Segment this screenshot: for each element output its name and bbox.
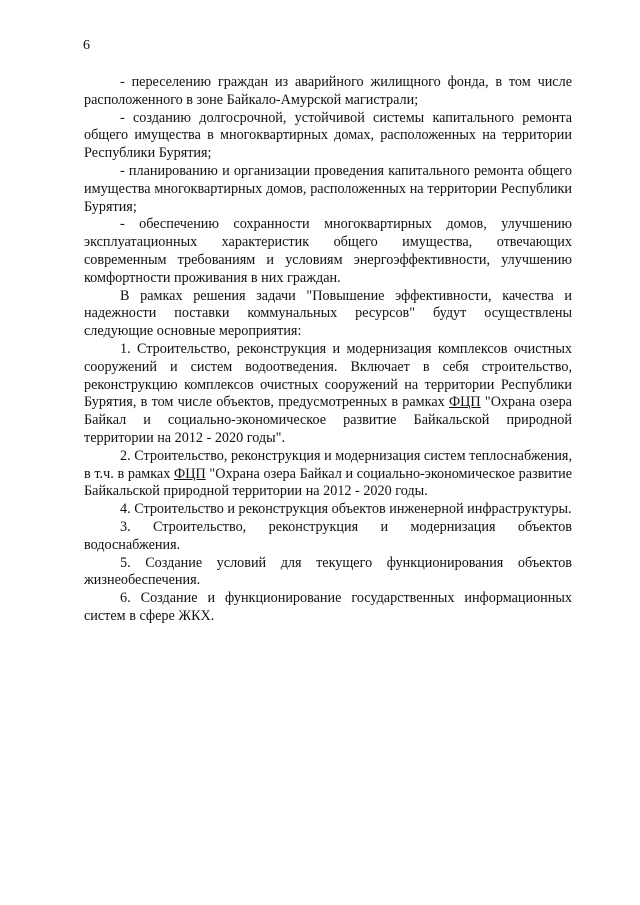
page-number: 6 — [83, 38, 90, 53]
fcp-link[interactable]: ФЦП — [174, 465, 206, 482]
paragraph-item-4-infrastructure: 4. Строительство и реконструкция объектов инженерной инфраструктуры. — [120, 501, 572, 518]
item-2-text-before: 2. Строительство, реконструкция и модернизация систем теплоснабжения, в т.ч. в рамках — [84, 447, 572, 482]
paragraph-item-2-heat — [84, 448, 572, 501]
document-body — [84, 74, 572, 626]
item-2-text-after: "Охрана озера Байкал и социально-экономическое развитие Байкальской природной территории на 2012 - 2020 годы. — [84, 465, 572, 500]
item-1-text-after: "Охрана озера Байкал и социально-экономическое развитие Байкальской природной территории на 2012 - 2020 годы". — [84, 394, 572, 446]
paragraph-housing-preservation: - обеспечению сохранности многоквартирных домов, улучшению эксплуатационных характеристик общего имущества, отвечающих современным требованиям и условиям энергоэффективности, улучшению комфортности проживания в них граждан. — [84, 216, 572, 286]
fcp-link[interactable]: ФЦП — [448, 394, 481, 411]
paragraph-item-6-info-systems: 6. Создание и функционирование государственных информационных систем в сфере ЖКХ. — [84, 590, 572, 624]
paragraph-capital-repair-system: - созданию долгосрочной, устойчивой системы капитального ремонта общего имущества в многоквартирных домах, расположенных на территории Республики Бурятия; — [84, 109, 572, 162]
paragraph-item-3-water: 3. Строительство, реконструкция и модернизация объектов водоснабжения. — [84, 518, 572, 553]
paragraph-item-1-sewage — [84, 341, 572, 448]
item-1-text-before: 1. Строительство, реконструкция и модернизация комплексов очистных сооружений и систем водоотведения. Включает в себя строительство, реконструкцию комплексов очистных сооружений на территории Республики Бурятия, в том числе объектов, предусмотренных в рамках — [84, 340, 572, 411]
paragraph-capital-repair-planning: - планированию и организации проведения капитального ремонта общего имущества многоквартирных домов, расположенных на территории Республики Бурятия; — [84, 162, 572, 215]
paragraph-item-5-life-support: 5. Создание условий для текущего функционирования объектов жизнеобеспечения. — [84, 554, 572, 589]
paragraph-task-intro: В рамках решения задачи "Повышение эффективности, качества и надежности поставки коммунальных ресурсов" будут осуществлены следующие основные мероприятия: — [84, 287, 572, 340]
paragraph-resettlement: - переселению граждан из аварийного жилищного фонда, в том числе расположенного в зоне Байкало-Амурской магистрали; — [84, 74, 572, 108]
